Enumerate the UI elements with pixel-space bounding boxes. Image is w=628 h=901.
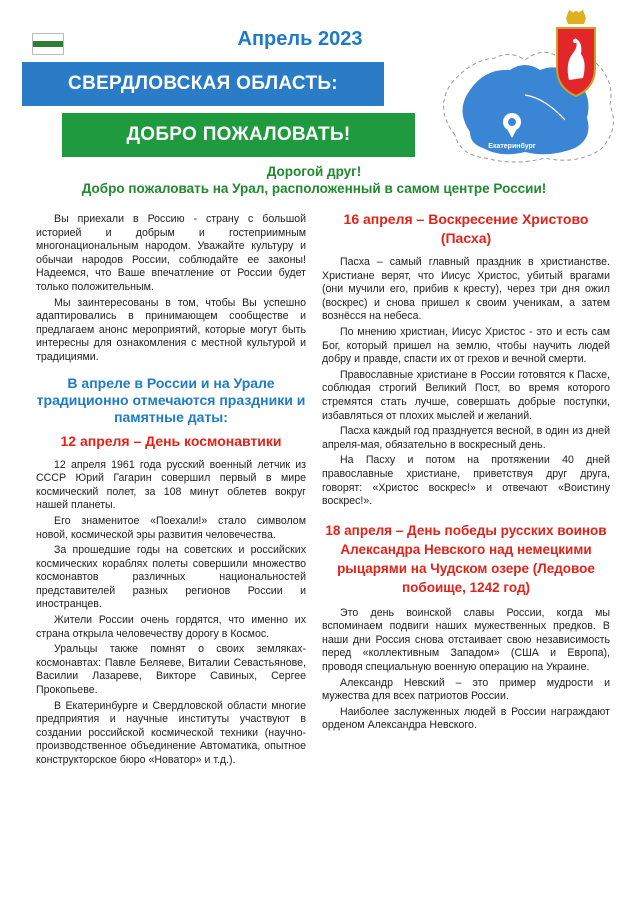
coat-of-arms-icon (551, 8, 601, 100)
event-title-nevsky: 18 апреля – День победы русских воинов Александра Невского над немецкими рыцарями на Чудском озере (Ледовое побоище, 1242 год) (325, 522, 607, 595)
welcome-banner: ДОБРО ПОЖАЛОВАТЬ! (62, 113, 415, 157)
left-column (36, 213, 306, 770)
event-paragraph: Это день воинской славы России, когда мы вспоминаем подвиги наших мужественных предков. В наши дни Россия снова отстаивает свою независимость перед «коллективным Западом» (США и Европа), проводя специальную военную операцию на Украине. (322, 606, 610, 674)
event-paragraph: Наиболее заслуженных людей в России награждают орденом Александра Невского. (322, 705, 610, 732)
event-paragraph: Жители России очень гордятся, что именно их страна открыла человечеству дорогу в Космос. (36, 614, 306, 640)
event-paragraph: Православные христиане в России готовятся к Пасхе, соблюдая строгий Великий Пост, во время которого стремятся стать лучше, совершать добрые поступки, избавляться от плохих мыслей и желаний. (322, 368, 610, 422)
issue-month: Апрель 2023 (237, 28, 363, 50)
greeting-line1: Дорогой друг! (266, 164, 362, 179)
event-paragraph: Его знаменитое «Поехали!» стало символом новой, космической эры развития человечества. (36, 514, 306, 541)
event-title-easter: 16 апреля – Воскресение Христово (Пасха) (343, 211, 589, 246)
event-paragraph: Пасха каждый год празднуется весной, в один из дней апреля-мая, обязательно в воскресный день. (322, 425, 610, 451)
event-paragraph: На Пасху и потом на протяжении 40 дней православные христиане, приветствуя друг друга, говорят: «Христос воскрес!» и отвечают «Воистину воскрес!». (322, 454, 610, 508)
intro-paragraph: Вы приехали в Россию - страну с большой историей и добрым и гостеприимным многонациональным народом. Уважайте культуру и обычаи народов России, соблюдайте ее законы! Надеемся, что Ваше впечатление от России будет только положительным. (36, 213, 306, 293)
intro-paragraph: Мы заинтересованы в том, чтобы Вы успешно адаптировались в принимающем сообществе и предлагаем анонс мероприятий, которые могут быть интересны для ознакомления с местной культурой и традициями. (36, 296, 306, 363)
right-column (322, 206, 610, 735)
event-paragraph: За прошедшие годы на советских и российских космических кораблях полеты совершили множество космонавтов различных национальностей представителей разных регионов России и иностранцев. (36, 544, 306, 611)
event-paragraph: Уральцы также помнят о своих земляках-космонавтах: Павле Беляеве, Виталии Севастьянове, Василии Лазареве, Викторе Савиных, Сергее Прокопьеве. (36, 643, 306, 697)
section-heading: В апреле в России и на Урале традиционно отмечаются праздники и памятные даты: (36, 374, 306, 425)
greeting-line2: Добро пожаловать на Урал, расположенный в самом центре России! (81, 181, 547, 196)
event-paragraph: По мнению христиан, Иисус Христос - это и есть сам Бог, который пришел на землю, чтобы научить людей добру и правде, спасти их от грехов и вечной смерти. (322, 325, 610, 366)
event-paragraph: В Екатеринбурге и Свердловской области многие предприятия и научные институты участвуют в создании российской космической техники (научно-производственное объединение Автоматика, опытное конструкторское бюро «Новатор» и т.д.). (36, 699, 306, 766)
event-paragraph: 12 апреля 1961 года русский военный летчик из СССР Юрий Гагарин совершил первый в мире космический полет, за 108 минут облетев вокруг нашей планеты. (36, 458, 306, 512)
sverdlovsk-flag-icon (32, 33, 64, 55)
map-city-label: Екатеринбург (488, 143, 536, 150)
greeting (20, 163, 608, 197)
region-banner: СВЕРДЛОВСКАЯ ОБЛАСТЬ: (22, 62, 384, 106)
event-title-cosmonautics: 12 апреля – День космонавтики (60, 432, 282, 449)
event-paragraph: Пасха – самый главный праздник в христианстве. Христиане верят, что Иисус Христос, убитый врагами (они мучили его, прибив к кресту), через три дня ожил (воскрес) и снова пришел к своим ученикам, а затем вознёсся на небеса. (322, 256, 610, 323)
event-paragraph: Александр Невский – это пример мудрости и мужества для всех патриотов России. (322, 676, 610, 703)
